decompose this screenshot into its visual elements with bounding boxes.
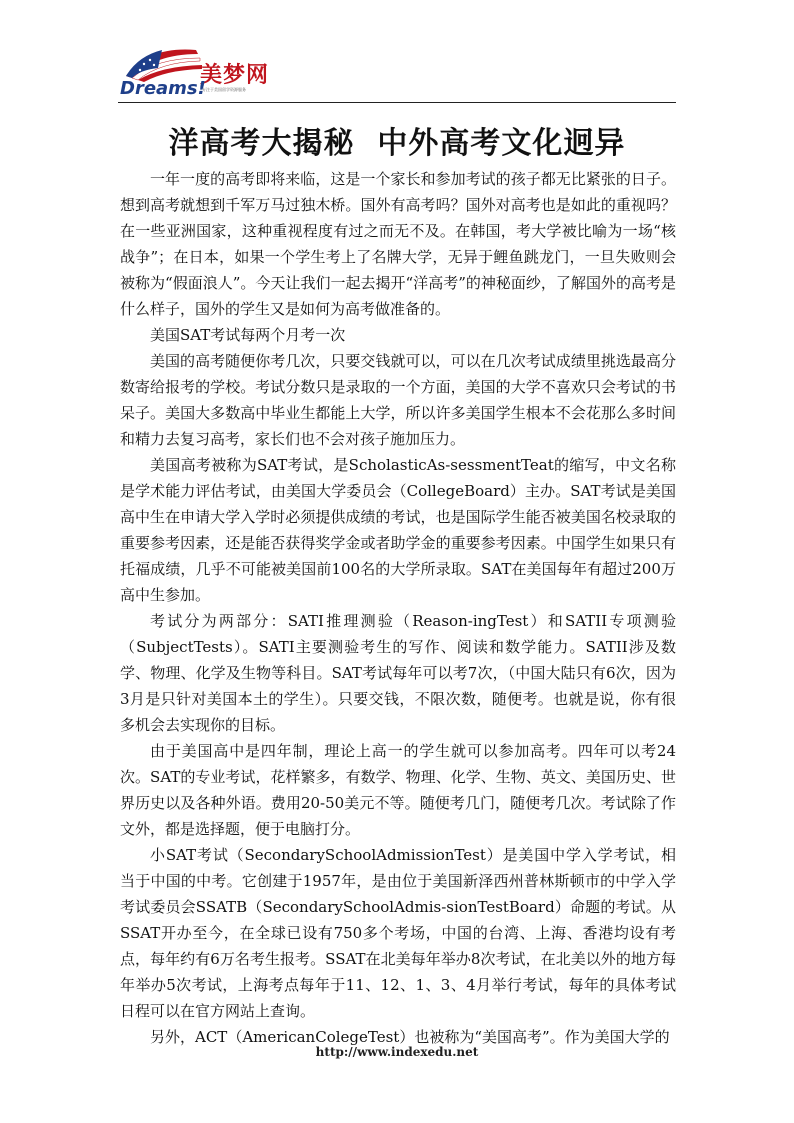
logo-tagline: 专注于美国留学资源服务: [202, 87, 246, 92]
logo-wordmark: Dreams!: [120, 78, 206, 99]
page-header: [118, 40, 676, 106]
section-subheading: 美国SAT考试每两个月考一次: [150, 326, 346, 344]
paragraph: 由于美国高中是四年制，理论上高一的学生就可以参加高考。四年可以考24次。SAT的专业考试，花样繁多，有数学、物理、化学、生物、英文、美国历史、世界历史以及各种外语。费用20-50美元不等。随便考几门，随便考几次。考试除了作文外，都是选择题，便于电脑打分。: [120, 742, 676, 838]
brand-name: 美梦网: [200, 63, 270, 88]
paragraph: 考试分为两部分：SATI推理测验（Reason-ingTest）和SATII专项测验（SubjectTests）。SATI主要测验考生的写作、阅读和数学能力。SATII涉及数学、物理、化学及生物等科目。SAT考试每年可以考7次，（中国大陆只有6次，因为3月是只针对美国本土的学生）。只要交钱，不限次数，随便考。也就是说，你有很多机会去实现你的目标。: [120, 612, 676, 734]
header-divider: [118, 102, 676, 103]
paragraph: 小SAT考试（SecondarySchoolAdmissionTest）是美国中学入学考试，相当于中国的中考。它创建于1957年，是由位于美国新泽西州普林斯顿市的中学入学考试委员会SSATB（SecondarySchoolAdmis-sionTestBoard）命题的考试。从SSAT开办至今，在全球已设有750多个考场，中国的台湾、上海、香港均设有考点，每年约有6万名考生报考。SSAT在北美每年举办8次考试，在北美以外的地方每年举办5次考试，上海考点每年于11、12、1、3、4月举行考试，每年的具体考试日程可以在官方网站上查询。: [120, 846, 676, 1020]
paragraph-intro: 一年一度的高考即将来临，这是一个家长和参加考试的孩子都无比紧张的日子。想到高考就想到千军万马过独木桥。国外有高考吗？国外对高考也是如此的重视吗？在一些亚洲国家，这种重视程度有过之而无不及。在韩国，考大学被比喻为一场“核战争”；在日本，如果一个学生考上了名牌大学，无异于鲤鱼跳龙门，一旦失败则会被称为“假面浪人”。今天让我们一起去揭开“洋高考”的神秘面纱，了解国外的高考是什么样子，国外的学生又是如何为高考做准备的。: [120, 170, 676, 318]
article-title: 洋高考大揭秘 中外高考文化迥异: [168, 126, 626, 161]
dreams-logo[interactable]: [118, 40, 318, 100]
article-body: [120, 166, 676, 1050]
paragraph: 美国高考被称为SAT考试，是ScholasticAs-sessmentTeat的缩写，中文名称是学术能力评估考试，由美国大学委员会（CollegeBoard）主办。SAT考试是美国高中生在申请大学入学时必须提供成绩的考试，也是国际学生能否被美国名校录取的重要参考因素，还是能否获得奖学金或者助学金的重要参考因素。中国学生如果只有托福成绩，几乎不可能被美国前100名的大学所录取。SAT在美国每年有超过200万高中生参加。: [120, 456, 676, 604]
paragraph: 另外，ACT（AmericanColegeTest）也被称为“美国高考”。作为美国大学的: [150, 1028, 670, 1046]
paragraph: 美国的高考随便你考几次，只要交钱就可以，可以在几次考试成绩里挑选最高分数寄给报考的学校。考试分数只是录取的一个方面，美国的大学不喜欢只会考试的书呆子。美国大多数高中毕业生都能上大学，所以许多美国学生根本不会花那么多时间和精力去复习高考，家长们也不会对孩子施加压力。: [120, 352, 676, 448]
footer-url[interactable]: http://www.indexedu.net: [315, 1045, 479, 1059]
